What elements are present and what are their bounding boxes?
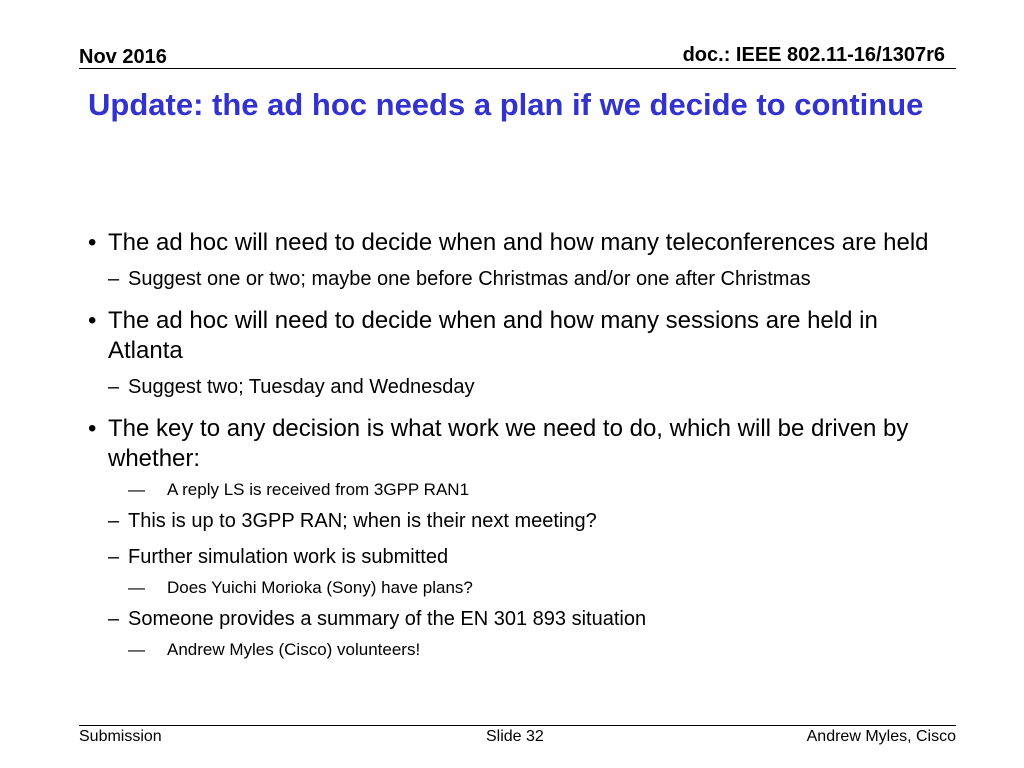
sub-sub-bullet-sony-plans [88,576,948,600]
bullet-dot-icon: • [88,229,97,256]
header-date: Nov 2016 [79,46,167,68]
slide-content [88,228,948,668]
dash-icon: – [108,376,120,398]
bullet-key-decision [88,414,948,474]
sub-bullet-text: Further simulation work is submitted [128,546,449,568]
sub-sub-bullet-volunteer [88,638,948,662]
sub-sub-bullet-reply-ls [88,478,948,502]
sub-bullet-en-summary [88,606,948,632]
em-dash-icon: — [128,640,145,659]
footer-slide-number: Slide 32 [486,728,544,745]
sub-bullet-teleconference-suggestion [88,266,948,292]
bullet-dot-icon: • [88,307,97,334]
sub-bullet-sessions-suggestion [88,374,948,400]
dash-icon: – [108,268,120,290]
sub-bullet-text: Suggest one or two; maybe one before Christmas and/or one after Christmas [128,268,811,290]
footer-divider [79,725,956,726]
header-doc-id: doc.: IEEE 802.11-16/1307r6 [682,44,945,66]
dash-icon: – [108,546,120,568]
bullet-sessions [88,306,948,366]
bullet-text: The ad hoc will need to decide when and how many teleconferences are held [108,229,929,256]
bullet-dot-icon: • [88,415,97,442]
dash-icon: – [108,608,120,630]
slide-title: Update: the ad hoc needs a plan if we decide to continue [88,87,924,122]
footer-submission: Submission [79,728,162,745]
bullet-text: The key to any decision is what work we need to do, which will be driven by whether: [108,415,909,472]
em-dash-icon: — [128,578,145,597]
sub-sub-bullet-text: A reply LS is received from 3GPP RAN1 [167,480,470,499]
sub-sub-bullet-text: Does Yuichi Morioka (Sony) have plans? [167,578,473,597]
sub-bullet-text: This is up to 3GPP RAN; when is their next meeting? [128,510,597,532]
bullet-text: The ad hoc will need to decide when and how many sessions are held in Atlanta [108,307,878,364]
footer-author: Andrew Myles, Cisco [806,728,956,745]
header-divider [79,68,956,69]
sub-bullet-3gpp-ran [88,508,948,534]
bullet-teleconferences [88,228,948,258]
sub-bullet-simulation-work [88,544,948,570]
dash-icon: – [108,510,120,532]
sub-bullet-text: Someone provides a summary of the EN 301 893 situation [128,608,647,630]
em-dash-icon: — [128,480,145,499]
sub-bullet-text: Suggest two; Tuesday and Wednesday [128,376,475,398]
sub-sub-bullet-text: Andrew Myles (Cisco) volunteers! [167,640,421,659]
